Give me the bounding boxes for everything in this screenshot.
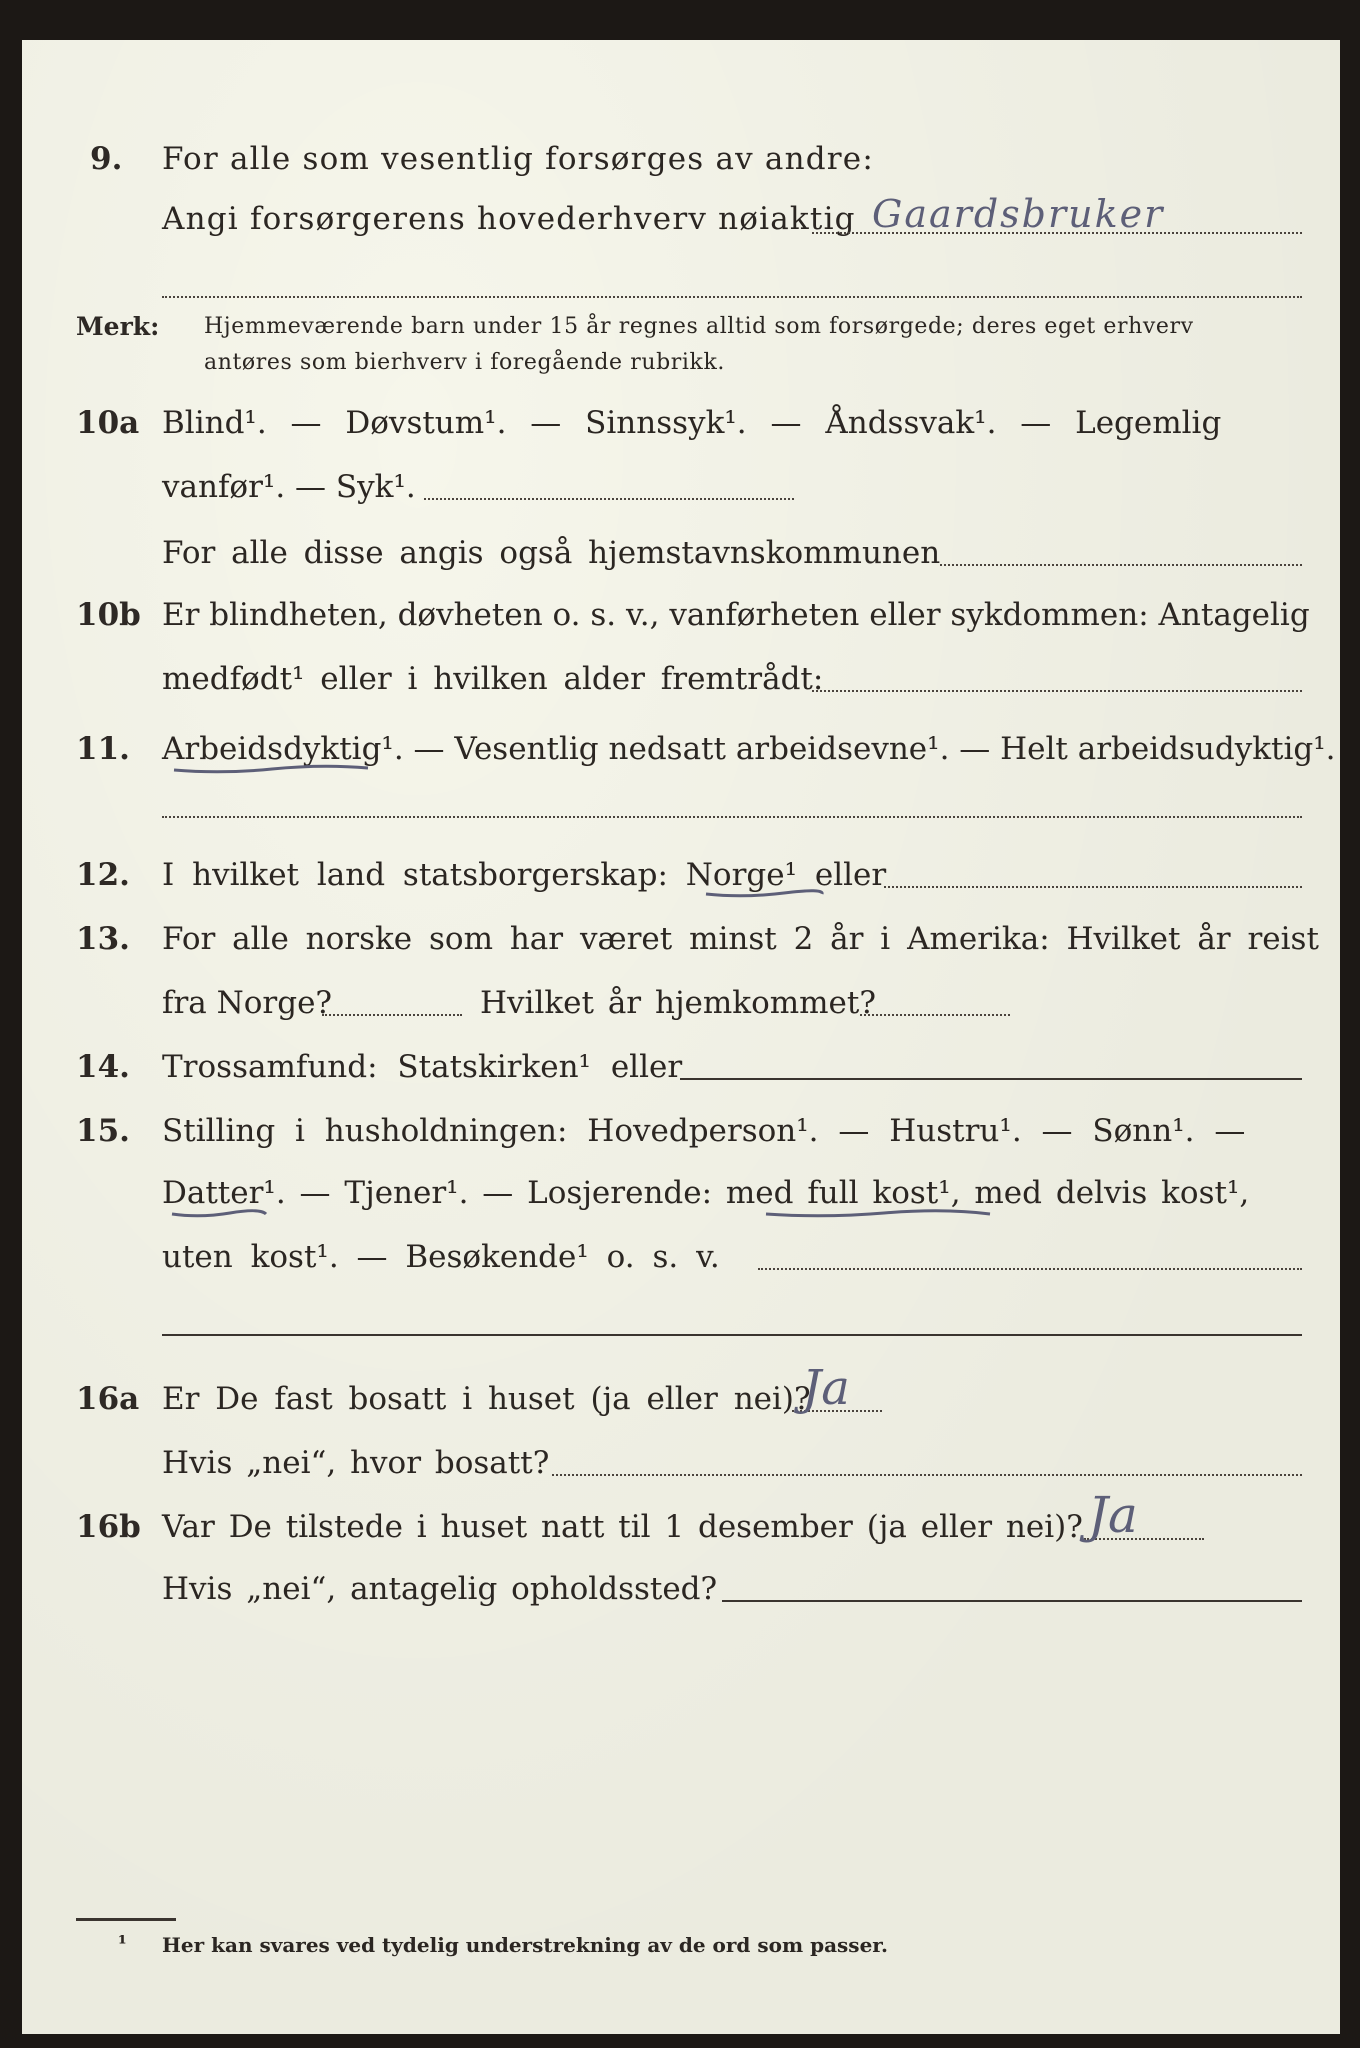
q16b-opholdssted-line (722, 1600, 1302, 1602)
q15-number: 15. (76, 1113, 130, 1149)
q10a-line1: Blind¹. — Døvstum¹. — Sinnssyk¹. — Åndssvak¹. — Legemlig (162, 405, 1222, 441)
q16a-handwritten-answer: Ja (802, 1360, 850, 1416)
footnote-rule (76, 1918, 176, 1921)
q9-handwritten-answer: Gaardsbruker (872, 192, 1165, 236)
q15-line1: Stilling i husholdningen: Hovedperson¹. — Hustru¹. — Sønn¹. — (162, 1113, 1246, 1149)
q9-extra-line (162, 296, 1302, 298)
q16a-bosatt-line (552, 1474, 1302, 1476)
q13-hjemkommet-line (860, 1014, 1010, 1016)
merk-line1: Hjemmeværende barn under 15 år regnes alltid som forsørgede; deres eget erhverv (204, 314, 1194, 339)
q10b-answer-line (812, 690, 1302, 692)
q16a-number: 16a (76, 1381, 140, 1417)
q9-line1: For alle som vesentlig forsørges av andre: (162, 141, 874, 177)
q10a-answer-line (424, 498, 794, 500)
q15-extra-line (162, 1334, 1302, 1336)
q13-line2b: Hvilket år hjemkommet? (480, 985, 876, 1021)
q15-datter-underline (170, 1208, 270, 1220)
q16b-handwritten-answer: Ja (1088, 1486, 1138, 1544)
q13-line2a: fra Norge? (162, 985, 333, 1021)
form-page (22, 40, 1340, 2034)
q15-answer-line (758, 1268, 1302, 1270)
q12-line1: I hvilket land statsborgerskap: Norge¹ eller (162, 857, 887, 893)
q14-line1: Trossamfund: Statskirken¹ eller (162, 1049, 683, 1085)
q10b-line1: Er blindheten, døvheten o. s. v., vanførheten eller sykdommen: Antagelig (162, 597, 1310, 633)
q16b-line1: Var De tilstede i huset natt til 1 desember (ja eller nei)? (162, 1509, 1083, 1545)
q10a-line3: For alle disse angis også hjemstavnskommunen (162, 535, 941, 571)
q11-answer-line (162, 816, 1302, 818)
q11-handwritten-underline (172, 762, 372, 776)
q10a-number: 10a (76, 405, 140, 441)
merk-label: Merk: (76, 312, 160, 341)
q14-number: 14. (76, 1049, 130, 1085)
q12-answer-line (884, 886, 1302, 888)
q10a-line2: vanfør¹. — Syk¹. (162, 469, 416, 505)
footnote-marker: ¹ (118, 1931, 127, 1955)
q11-number: 11. (76, 731, 130, 767)
q13-line1: For alle norske som har været minst 2 år i Amerika: Hvilket år reist (162, 921, 1319, 957)
q12-number: 12. (76, 857, 130, 893)
q15-fullkost-underline (764, 1208, 994, 1220)
q11-line1: Arbeidsdyktig¹. — Vesentlig nedsatt arbeidsevne¹. — Helt arbeidsudyktig¹. (162, 731, 1336, 767)
q10a-kommune-line (940, 564, 1302, 566)
q9-number: 9. (90, 141, 123, 177)
footnote-text: Her kan svares ved tydelig understrekning av de ord som passer. (162, 1933, 888, 1957)
q15-line2: Datter¹. — Tjener¹. — Losjerende: med full kost¹, med delvis kost¹, (162, 1175, 1250, 1211)
q14-answer-line (680, 1078, 1302, 1080)
q16b-line2: Hvis „nei“, antagelig opholdssted? (162, 1571, 718, 1607)
q10b-line2: medfødt¹ eller i hvilken alder fremtrådt: (162, 661, 824, 697)
q13-number: 13. (76, 921, 130, 957)
q15-line3: uten kost¹. — Besøkende¹ o. s. v. (162, 1239, 720, 1275)
q9-line2: Angi forsørgerens hovederhverv nøiaktig (162, 201, 856, 237)
merk-line2: antøres som bierhverv i foregående rubrikk. (204, 350, 726, 375)
q13-reist-line (322, 1014, 462, 1016)
q16b-number: 16b (76, 1509, 141, 1545)
q16a-line1: Er De fast bosatt i huset (ja eller nei)? (162, 1381, 811, 1417)
q16a-line2: Hvis „nei“, hvor bosatt? (162, 1445, 550, 1481)
q10b-number: 10b (76, 597, 141, 633)
q12-handwritten-underline (704, 888, 824, 900)
